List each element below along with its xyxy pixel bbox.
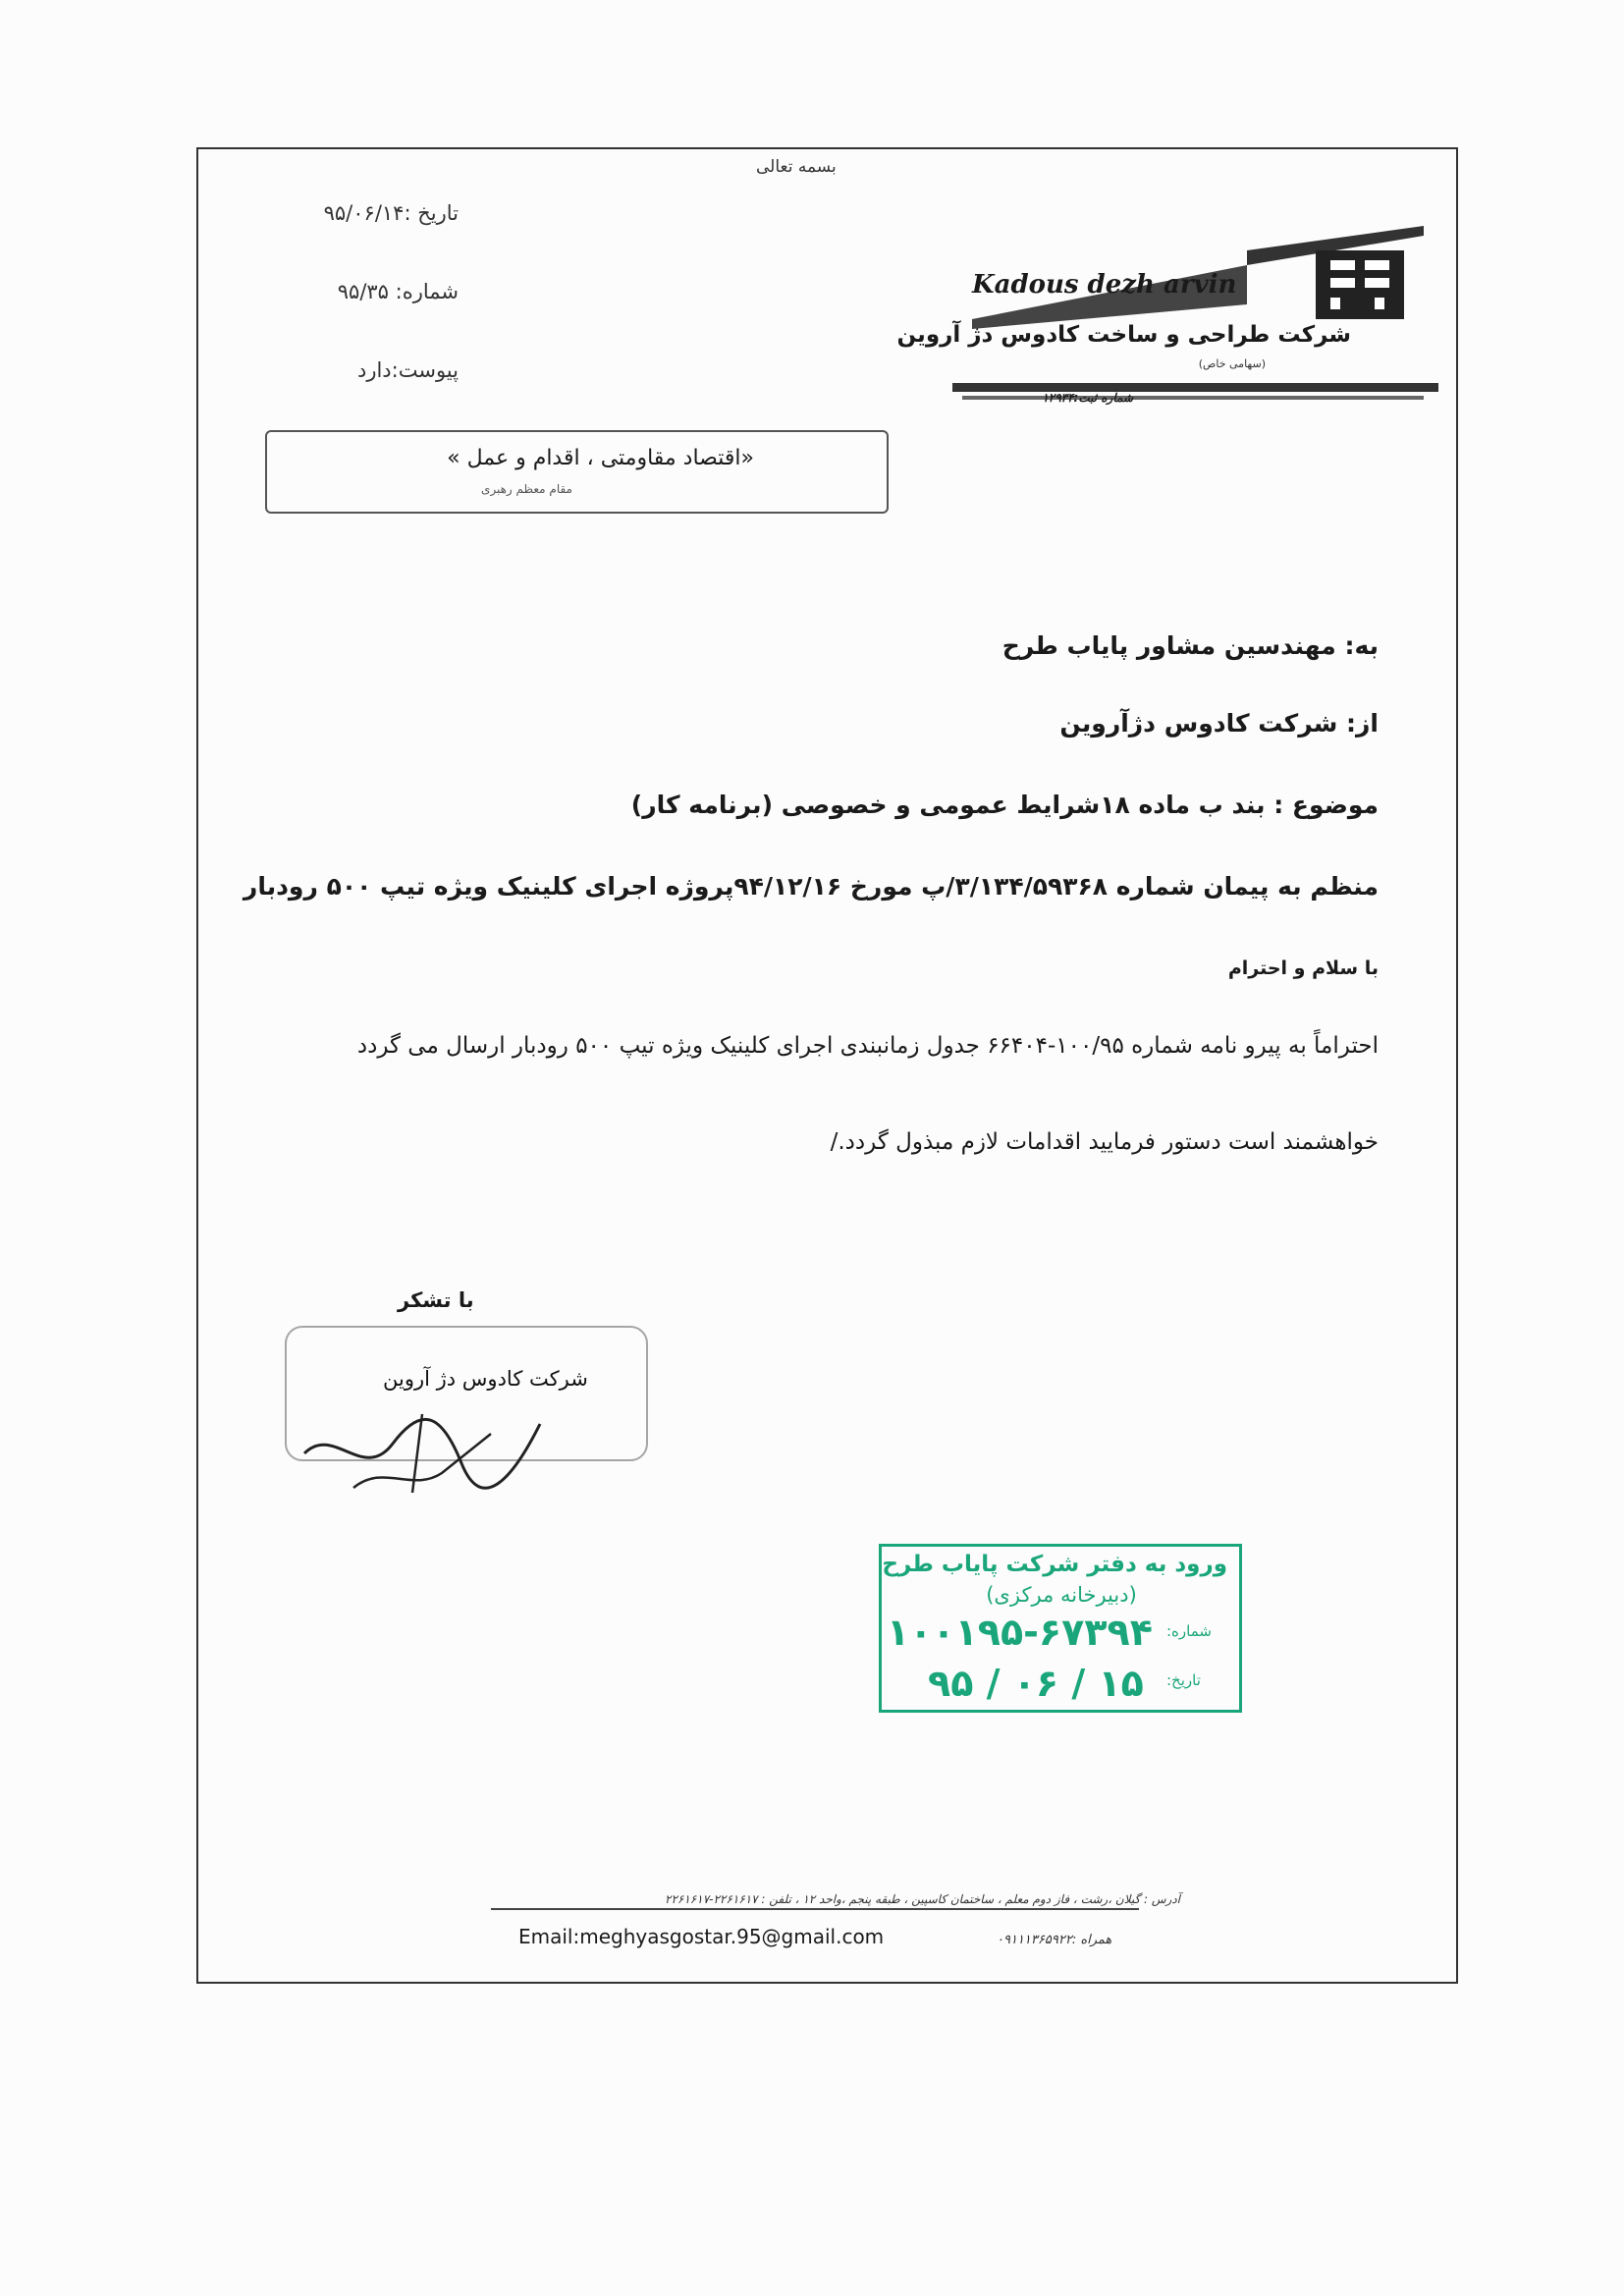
letter-frame: [196, 147, 1458, 1984]
inbox-stamp-number: ۱۰۰۱۹۵-۶۷۳۹۴: [887, 1611, 1153, 1654]
contract-reference: منظم به پیمان شماره ۳/۱۳۴/۵۹۳۶۸/پ مورخ ۹۴/۱۲/۱۶پروژه اجرای کلینیک ویژه تیپ ۵۰۰ رودبار: [243, 872, 1379, 901]
sender: از: شرکت کادوس دژآروین: [1059, 709, 1379, 738]
footer-mobile: همراه :۰۹۱۱۱۳۶۵۹۲۲: [997, 1933, 1112, 1947]
company-logo: [952, 211, 1438, 417]
logo-persian-name: شرکت طراحی و ساخت کادوس دژ آروین: [896, 322, 1351, 348]
footer-divider: [491, 1908, 1139, 1910]
greeting: با سلام و احترام: [1227, 957, 1379, 979]
bismillah: بسمه تعالی: [756, 157, 837, 177]
letter-attachment: پیوست:دارد: [356, 358, 459, 382]
letter-date: تاریخ :۹۵/۰۶/۱۴: [323, 201, 459, 225]
slogan-scroll: [265, 430, 889, 514]
letter-number: شماره: ۹۵/۳۵: [337, 280, 459, 303]
footer-email: Email:meghyasgostar.95@gmail.com: [518, 1925, 885, 1948]
body-paragraph-2: خواهشمند است دستور فرمایید اقدامات لازم مبذول گردد./: [830, 1129, 1379, 1155]
company-stamp-name: شرکت کادوس دژ آروین: [383, 1367, 588, 1391]
footer-address: آدرس : گیلان ،رشت ، فاز دوم معلم ، ساختمان کاسپین ، طبقه پنجم ،واحد ۱۲ ، تلفن : ۲۲۶۱۶۱۷-۲۲۶۱۶۱۷: [665, 1892, 1180, 1906]
slogan-source: مقام معظم رهبری: [480, 482, 572, 496]
inbox-stamp-subtitle: (دبیرخانه مرکزی): [986, 1583, 1137, 1607]
logo-company-type: (سهامی خاص): [1198, 357, 1266, 370]
logo-latin-name: Kadous dezh arvin: [972, 270, 1237, 300]
subject: موضوع : بند ب ماده ۱۸شرایط عمومی و خصوصی (برنامه کار): [630, 791, 1379, 819]
inbox-stamp-title: ورود به دفتر شرکت پایاب طرح: [882, 1552, 1227, 1577]
logo-registration: شماره ثبت:۱۲۹۳۴: [1042, 391, 1133, 405]
inbox-stamp-date-label: تاریخ:: [1166, 1671, 1201, 1689]
body-paragraph-1: احتراماً به پیرو نامه شماره ۱۰۰/۹۵-۶۶۴۰۴ جدول زمانبندی اجرای کلینیک ویژه تیپ ۵۰۰ رودبار ارسال می گردد: [356, 1033, 1379, 1059]
recipient: به: مهندسین مشاور پایاب طرح: [1001, 631, 1379, 660]
inbox-stamp-number-label: شماره:: [1166, 1622, 1212, 1640]
signature: [295, 1394, 550, 1503]
inbox-stamp-date: ۹۵ / ۰۶ / ۱۵: [928, 1662, 1144, 1705]
slogan-text: «اقتصاد مقاومتی ، اقدام و عمل »: [447, 446, 754, 470]
closing: با تشکر: [398, 1288, 474, 1312]
